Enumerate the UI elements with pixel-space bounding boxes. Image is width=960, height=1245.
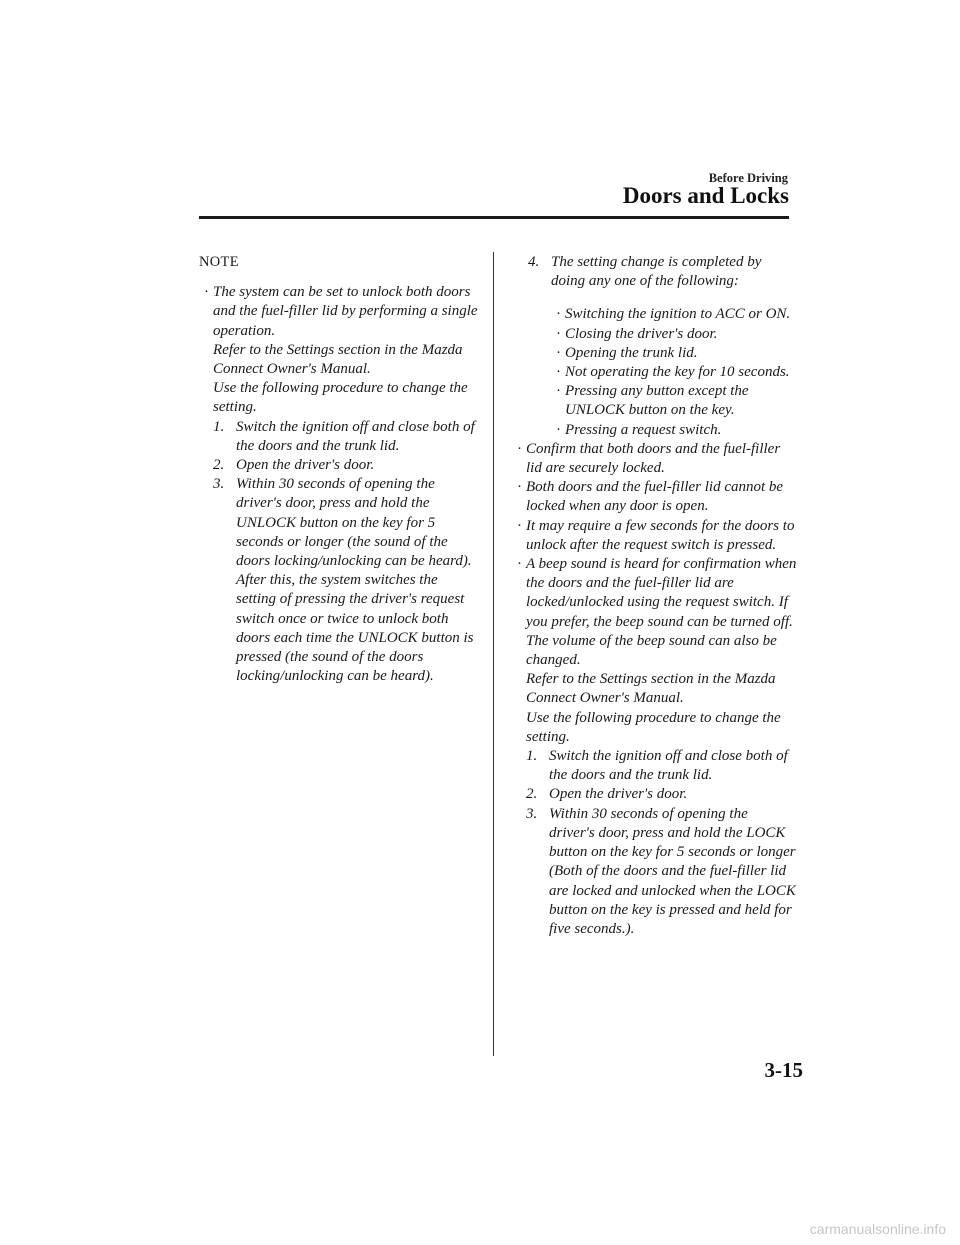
step-number: 2. [526, 786, 538, 803]
bullet-dot-icon: · [556, 364, 561, 381]
note-bullet [512, 517, 797, 555]
bullet-text: Confirm that both doors and the fuel-filler lid are securely locked. [526, 440, 781, 477]
left-column [199, 253, 479, 686]
right-column [512, 253, 797, 939]
sub-item-text: Not operating the key for 10 seconds. [565, 364, 790, 381]
step-text: Switch the ignition off and close both of the doors and the trunk lid. [549, 748, 788, 784]
procedure-step [199, 456, 479, 475]
page-number: 3-15 [764, 1058, 803, 1082]
step-extra-text: After this, the system switches the setting of pressing the driver's request switch once or twice to unlock both doors each time the UNLOCK button is pressed (the sound of the doors locking/unlocking can be heard). [236, 572, 474, 685]
sub-item [512, 344, 797, 363]
column-divider [493, 252, 494, 1056]
step-number: 1. [213, 418, 225, 435]
note-heading: NOTE [199, 254, 239, 270]
sub-item [512, 305, 797, 324]
step-text: Open the driver's door. [549, 786, 688, 803]
section-header: Before Driving [708, 171, 788, 185]
bullet-dot-icon: · [556, 344, 561, 361]
step-text: The setting change is completed by doing any one of the following: [551, 254, 762, 290]
step-number: 3. [526, 805, 538, 822]
step-text: Open the driver's door. [236, 457, 375, 474]
sub-item-text: Pressing a request switch. [565, 421, 722, 438]
note-line: Use the following procedure to change the setting. [213, 380, 468, 416]
sub-item [512, 363, 797, 382]
step-number: 3. [213, 476, 225, 493]
note-line: Refer to the Settings section in the Mazda Connect Owner's Manual. [213, 341, 463, 378]
bullet-dot-icon: · [556, 383, 561, 400]
step-text: Switch the ignition off and close both of the doors and the trunk lid. [236, 418, 475, 454]
sub-item [512, 382, 797, 420]
bullet-dot-icon: · [517, 440, 522, 457]
bullet-text: Both doors and the fuel-filler lid cannot be locked when any door is open. [526, 479, 784, 515]
bullet-text: It may require a few seconds for the doors to unlock after the request switch is pressed. [526, 517, 795, 553]
procedure-step [512, 747, 797, 785]
sub-item [512, 421, 797, 440]
step-text: Within 30 seconds of opening the driver's door, press and hold the LOCK button on the key for 5 seconds or longer (Both of the doors and the fuel-filler lid are locked and unlocked when the LOCK button on the key is pressed and held for five seconds.). [549, 805, 796, 937]
sub-item-text: Closing the driver's door. [565, 325, 718, 342]
note-bullet [512, 478, 797, 516]
note-bullet [512, 555, 797, 632]
watermark: carmanualsonline.info [809, 1221, 946, 1237]
note-line: Refer to the Settings section in the Mazda Connect Owner's Manual. [526, 671, 776, 707]
bullet-text: The system can be set to unlock both doors and the fuel-filler lid by performing a single operation. [213, 284, 478, 339]
procedure-step [199, 475, 479, 686]
bullet-dot-icon: · [204, 284, 209, 301]
note-line: The volume of the beep sound can also be changed. [526, 632, 777, 669]
bullet-dot-icon: · [556, 306, 561, 323]
note-line: Use the following procedure to change the setting. [526, 709, 781, 745]
step-number: 4. [528, 254, 540, 270]
step-number: 2. [213, 457, 225, 474]
bullet-dot-icon: · [556, 325, 561, 342]
bullet-dot-icon: · [517, 517, 522, 534]
note-bullet [199, 283, 479, 341]
procedure-step [512, 785, 797, 804]
bullet-dot-icon: · [517, 556, 522, 573]
sub-item-text: Opening the trunk lid. [565, 344, 698, 361]
step-number: 1. [526, 748, 538, 765]
bullet-text: A beep sound is heard for confirmation when the doors and the fuel-filler lid are locked/unlocked using the request switch. If you prefer, the beep sound can be turned off. [526, 556, 797, 630]
sub-item [512, 325, 797, 344]
procedure-step [512, 253, 797, 291]
step-text: Within 30 seconds of opening the driver's door, press and hold the UNLOCK button on the key for 5 seconds or longer (the sound of the doors locking/unlocking can be heard). [236, 476, 472, 570]
procedure-step [512, 805, 797, 939]
bullet-dot-icon: · [517, 479, 522, 496]
procedure-step [199, 418, 479, 456]
note-bullet [512, 440, 797, 478]
sub-item-text: Pressing any button except the UNLOCK button on the key. [565, 383, 749, 419]
page-title: Doors and Locks [622, 183, 789, 208]
spacer [512, 291, 797, 305]
header-rule [199, 216, 789, 219]
sub-item-text: Switching the ignition to ACC or ON. [565, 306, 791, 323]
bullet-dot-icon: · [556, 421, 561, 438]
